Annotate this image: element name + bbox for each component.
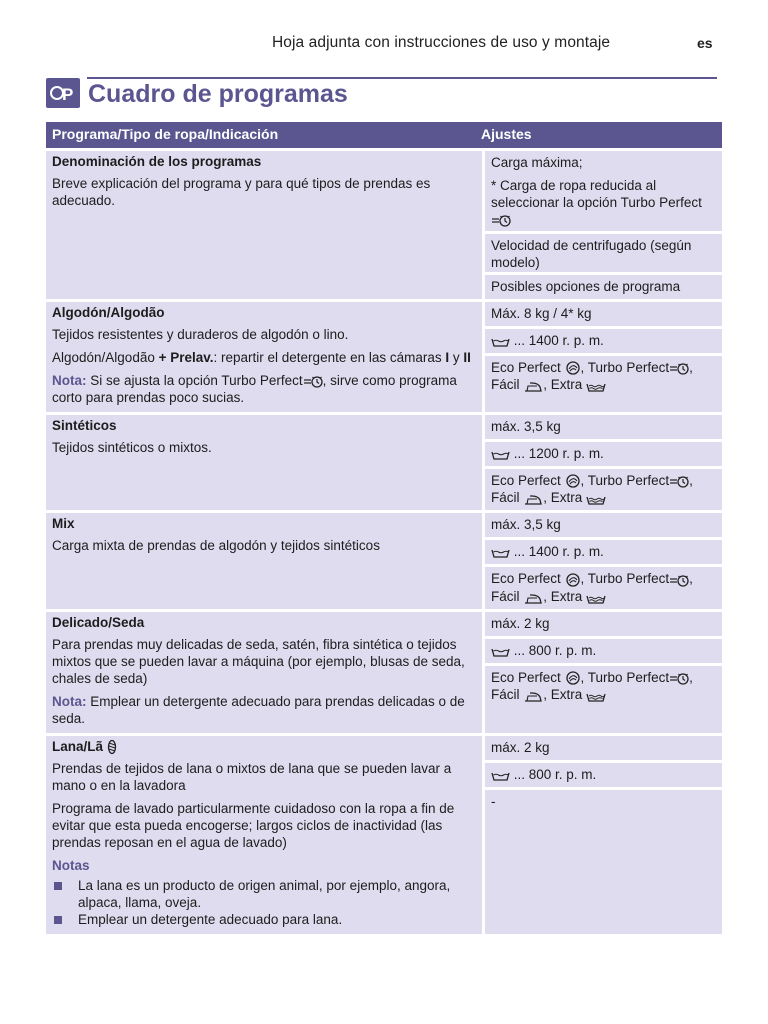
spin-speed: ... 1200 r. p. m. <box>485 442 722 466</box>
option-turbo-perfect: , Turbo Perfect <box>580 669 670 685</box>
program-options: - <box>485 790 722 934</box>
program-name: Delicado/Seda <box>52 614 145 630</box>
table-row-sinteticos <box>46 415 722 510</box>
max-load: máx. 3,5 kg <box>485 415 722 439</box>
language-code: es <box>697 35 713 51</box>
spin-tub-icon <box>491 448 510 461</box>
spin-tub-icon <box>491 335 510 348</box>
spin-tub-icon <box>491 546 510 559</box>
eco-perfect-icon <box>565 572 581 588</box>
program-desc: Para prendas muy delicadas de seda, satén, fibra sintética o tejidos mixtos que se pueden lavar a máquina (por ejemplo, blusas de seda, chales de seda) <box>52 636 465 686</box>
turbo-perfect-icon <box>669 671 689 685</box>
table-row-legend <box>46 151 722 299</box>
program-desc: Tejidos sintéticos o mixtos. <box>52 440 212 455</box>
extra-rinse-icon <box>586 378 606 393</box>
legend-load-note: * Carga de ropa reducida al seleccionar la opción Turbo Perfect <box>491 178 702 210</box>
spin-speed: ... 800 r. p. m. <box>485 763 722 787</box>
program-name: Mix <box>52 516 75 532</box>
option-extra: , Extra <box>543 687 583 703</box>
legend-desc: Breve explicación del programa y para qué tipos de prendas es adecuado. <box>52 176 431 208</box>
option-facil: Fácil <box>491 687 520 703</box>
program-desc: Prendas de tejidos de lana o mixtos de lana que se pueden lavar a mano o en la lavadora <box>52 761 452 794</box>
legend-options: Posibles opciones de programa <box>485 275 722 299</box>
table-row-mix <box>46 513 722 608</box>
list-item: La lana es un producto de origen animal, por ejemplo, angora, alpaca, llama, oveja. <box>52 877 476 911</box>
program-desc: Carga mixta de prendas de algodón y tejidos sintéticos <box>52 538 380 554</box>
program-desc-2: Programa de lavado particularmente cuidadoso con la ropa a fin de evitar que esta pueda encogerse; largos ciclos de inactividad (las prendas reposan en el agua de lavado) <box>52 801 455 851</box>
max-load: Máx. 8 kg / 4* kg <box>485 302 722 326</box>
option-turbo-perfect: , Turbo Perfect <box>580 571 670 587</box>
table-row-delicado <box>46 612 722 733</box>
header-rule <box>87 77 717 79</box>
option-eco-perfect: Eco Perfect <box>491 360 561 375</box>
program-note: Nota: Si se ajusta la opción Turbo Perfect , sirve como programa corto para prendas poco sucias. <box>52 373 457 405</box>
table-header <box>46 122 722 148</box>
option-facil: Fácil <box>491 377 520 393</box>
program-name: Algodón/Algodão <box>52 305 165 320</box>
eco-perfect-icon <box>565 473 581 489</box>
program-name: Sintéticos <box>52 418 117 433</box>
spin-tub-icon <box>491 645 510 658</box>
option-turbo-perfect: , Turbo Perfect <box>580 360 670 375</box>
program-options: Eco Perfect , Turbo Perfect , Fácil , Extra <box>485 567 722 608</box>
spin-speed: ... 1400 r. p. m. <box>485 540 722 564</box>
option-facil: Fácil <box>491 588 520 604</box>
program-options: Eco Perfect , Turbo Perfect , Fácil , Extra <box>485 356 722 412</box>
column-header-settings: Ajustes <box>481 126 532 142</box>
extra-rinse-icon <box>586 590 606 605</box>
bullet-icon <box>54 882 62 890</box>
wool-skein-icon <box>107 739 117 755</box>
list-item: Emplear un detergente adecuado para lana. <box>52 911 476 928</box>
program-desc: Tejidos resistentes y duraderos de algodón o lino. <box>52 327 349 342</box>
legend-name: Denominación de los programas <box>52 154 262 169</box>
turbo-perfect-icon <box>303 374 323 388</box>
option-eco-perfect: Eco Perfect <box>491 571 561 587</box>
header-title: Hoja adjunta con instrucciones de uso y montaje <box>272 34 611 51</box>
table-row-algodon <box>46 302 722 412</box>
option-extra: , Extra <box>543 490 583 506</box>
program-options: Eco Perfect , Turbo Perfect , Fácil , Extra <box>485 666 722 733</box>
spin-tub-icon <box>491 769 510 782</box>
program-note: Nota: Emplear un detergente adecuado para prendas delicadas o de seda. <box>52 693 465 726</box>
page-title: Cuadro de programas <box>88 80 348 108</box>
iron-icon <box>523 491 543 506</box>
iron-icon <box>523 688 543 703</box>
legend-spin: Velocidad de centrifugado (según modelo) <box>485 234 722 272</box>
extra-rinse-icon <box>586 491 606 506</box>
turbo-perfect-icon <box>669 573 689 587</box>
notes-title: Notas <box>52 858 90 874</box>
max-load: máx. 2 kg <box>485 612 722 636</box>
prelav-note: Algodón/Algodão + Prelav.: repartir el detergente en las cámaras I y II <box>52 350 471 365</box>
turbo-perfect-icon <box>669 361 689 375</box>
program-options: Eco Perfect , Turbo Perfect , Fácil , Extra <box>485 469 722 510</box>
spin-speed: ... 1400 r. p. m. <box>485 329 722 353</box>
program-table <box>46 122 722 937</box>
eco-perfect-icon <box>565 360 581 376</box>
iron-icon <box>523 378 543 393</box>
column-header-program: Programa/Tipo de ropa/Indicación <box>52 126 279 142</box>
eco-perfect-icon <box>565 670 581 686</box>
max-load: máx. 2 kg <box>485 736 722 760</box>
max-load: máx. 3,5 kg <box>485 513 722 537</box>
option-extra: , Extra <box>543 588 583 604</box>
legend-load: Carga máxima; <box>491 155 583 170</box>
turbo-perfect-icon <box>669 474 689 488</box>
option-eco-perfect: Eco Perfect <box>491 669 561 685</box>
option-facil: Fácil <box>491 490 520 506</box>
option-eco-perfect: Eco Perfect <box>491 473 561 488</box>
table-row-lana <box>46 736 722 934</box>
iron-icon <box>523 590 543 605</box>
option-turbo-perfect: , Turbo Perfect <box>580 473 670 488</box>
svg-text:P: P <box>62 85 74 104</box>
bullet-icon <box>54 916 62 924</box>
option-extra: , Extra <box>543 377 583 393</box>
program-chart-icon <box>46 78 80 108</box>
turbo-perfect-icon <box>491 213 511 227</box>
extra-rinse-icon <box>586 688 606 703</box>
program-name: Lana/Lã <box>52 738 476 755</box>
spin-speed: ... 800 r. p. m. <box>485 639 722 663</box>
